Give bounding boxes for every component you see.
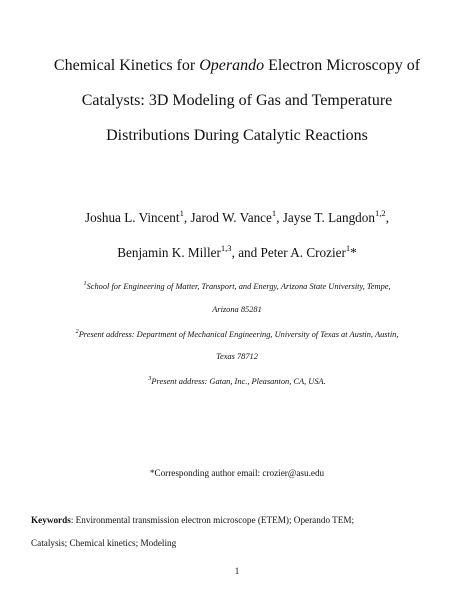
author-vance: , Jarod W. Vance	[183, 210, 272, 225]
author-vincent-affil: 1	[179, 207, 184, 218]
affiliation-2-text: Present address: Department of Mechanical Engineering, University of Texas at Austin, Austin,	[78, 330, 399, 339]
title-line-1	[0, 57, 474, 75]
authors-line-1	[0, 207, 474, 226]
affiliation-1-line-1	[0, 281, 474, 292]
author-miller: Benjamin K. Miller	[117, 245, 221, 260]
title-text-operando: Operando	[199, 57, 265, 74]
title-text-post: Electron Microscopy of	[264, 57, 421, 74]
title-text-pre: Chemical Kinetics for	[53, 57, 200, 74]
affiliation-2-line-1	[0, 329, 474, 340]
page-number: 1	[234, 566, 240, 576]
author-miller-affil: 1,3	[220, 242, 232, 253]
affiliation-3-number: 3	[148, 374, 152, 382]
affiliation-3-text: Present address: Gatan, Inc., Pleasanton, CA, USA.	[151, 377, 326, 386]
affiliation-1-number: 1	[83, 279, 87, 287]
authors-comma: ,	[385, 210, 389, 225]
author-langdon-affil: 1,2	[374, 207, 386, 218]
authors-line-2	[0, 242, 474, 261]
keywords-label: Keywords	[31, 515, 71, 525]
author-vance-affil: 1	[271, 207, 277, 218]
corresponding-asterisk: *	[350, 245, 357, 260]
affiliation-1-line-2: Arizona 85281	[212, 305, 262, 314]
affiliation-2-number: 2	[75, 327, 79, 335]
affiliation-2-line-2: Texas 78712	[216, 352, 258, 361]
keywords-line-1	[31, 514, 354, 526]
keywords-line-2: Catalysis; Chemical kinetics; Modeling	[31, 538, 177, 548]
title-line-3: Distributions During Catalytic Reactions	[106, 127, 368, 144]
author-crozier: , and Peter A. Crozier	[231, 245, 346, 260]
affiliation-1-text: School for Engineering of Matter, Transport, and Energy, Arizona State University, Tempe,	[86, 282, 391, 291]
corresponding-author: *Corresponding author email: crozier@asu.edu	[149, 468, 325, 478]
author-crozier-affil: 1	[345, 242, 351, 253]
keywords-text-1: : Environmental transmission electron microscope (ETEM); Operando TEM;	[70, 515, 355, 525]
author-vincent: Joshua L. Vincent	[85, 210, 180, 225]
title-line-2: Catalysts: 3D Modeling of Gas and Temperature	[81, 92, 393, 109]
author-langdon: , Jayse T. Langdon	[276, 210, 375, 225]
affiliation-3-line-1	[0, 376, 474, 387]
